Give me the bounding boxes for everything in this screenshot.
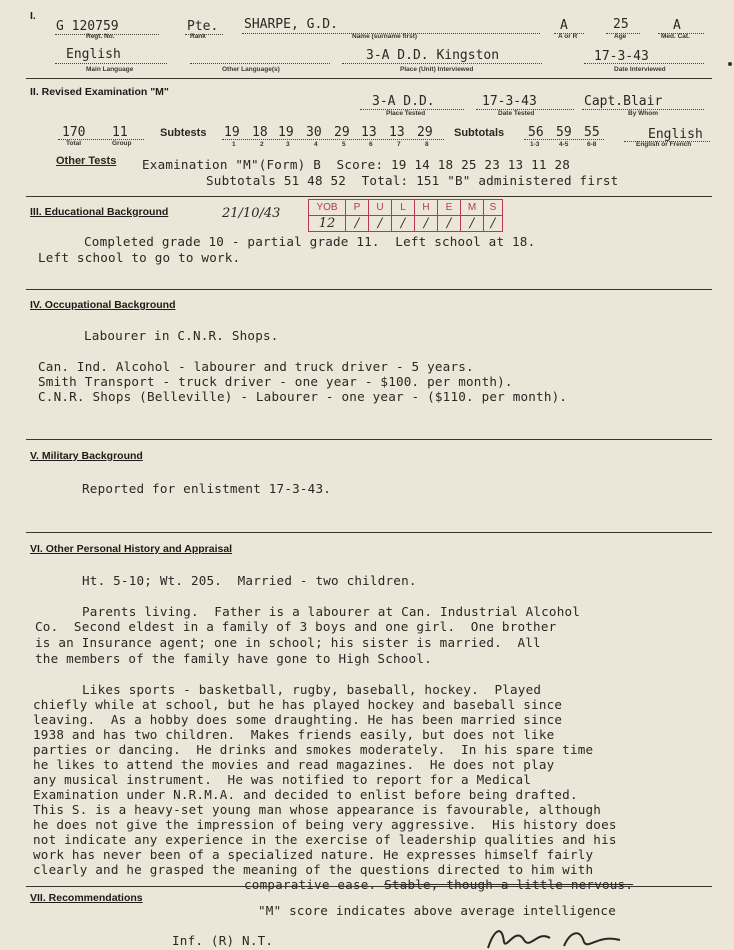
personal-para3-line-4: 1938 and has two children. Makes friends easily, but does not like: [33, 727, 555, 742]
personal-para3-line-2: chiefly while at school, but he has played hockey and baseball since: [33, 697, 563, 712]
grid-mark-p: /: [346, 216, 369, 231]
place-interviewed-value: 3-A D.D. Kingston: [366, 48, 500, 63]
personal-para3-line-12: work has never been of a specialized nature. He expresses himself fairly: [33, 847, 594, 862]
total-line: [58, 139, 144, 140]
personal-para3-line-5: parties or dancing. He drinks and smokes moderately. In his spare time: [33, 742, 594, 757]
other-tests-label: Other Tests: [56, 155, 117, 167]
personal-para2-line-3: is an Insurance agent; one in school; his sister is married. All: [35, 635, 541, 650]
age-value: 25: [613, 17, 629, 32]
personal-last-prefix: comparative ease.: [244, 877, 377, 892]
grid-header-p: P: [346, 200, 369, 215]
test-language-value: English: [648, 127, 703, 142]
group-value: 11: [112, 125, 128, 140]
subtotal-range-1: 1-3: [530, 141, 540, 148]
section-7-heading: VII. Recommendations: [30, 892, 143, 904]
grid-header-h: H: [415, 200, 438, 215]
grid-header-m: M: [461, 200, 484, 215]
date-tested-value: 17-3-43: [482, 94, 537, 109]
total-label: Total: [66, 140, 82, 147]
subtotal-range-3: 6-8: [587, 141, 597, 148]
main-language-line: [55, 63, 167, 64]
other-tests-line-2: Subtotals 51 48 52 Total: 151 "B" administered first: [206, 173, 619, 188]
personal-para3-line-13: clearly and he grasped the meaning of the questions directed to him with: [33, 862, 594, 877]
occupation-line-2: Can. Ind. Alcohol - labourer and truck driver - 5 years.: [38, 359, 474, 374]
grid-header-l: L: [392, 200, 415, 215]
subtests-label: Subtests: [160, 127, 207, 139]
grid-header-e: E: [438, 200, 461, 215]
section-3-heading: III. Educational Background: [30, 206, 169, 218]
name-label: Name (surname first): [352, 33, 418, 40]
total-value: 170: [62, 125, 86, 140]
grid-mark-yob: 12: [309, 216, 346, 231]
regt-no-label: Regt. No.: [86, 33, 115, 40]
other-language-line: [190, 63, 330, 64]
place-label: Place (Unit) Interviewed: [400, 66, 474, 73]
med-cat-label: Med. Cat.: [661, 33, 690, 40]
subtest-7: 13: [389, 125, 405, 140]
personal-last-struck: Stable, though a little nervous.: [384, 877, 634, 892]
subtotals-label: Subtotals: [454, 127, 505, 139]
test-language-label: English or French: [636, 141, 692, 148]
by-whom-label: By Whom: [628, 110, 658, 117]
personal-para2-line-1: Parents living. Father is a labourer at Can. Industrial Alcohol: [82, 604, 581, 619]
date-line: [584, 63, 704, 64]
grid-header-u: U: [369, 200, 392, 215]
grid-mark-u: /: [369, 216, 392, 231]
age-label: Age: [614, 33, 627, 40]
subtest-2: 18: [252, 125, 268, 140]
date-interviewed-value: 17-3-43: [594, 49, 649, 64]
grid-mark-row: [309, 215, 502, 231]
personal-para3-line-10: he does not give the impression of being very aggressive. His history does: [33, 817, 617, 832]
place-line: [342, 63, 542, 64]
section-divider-3: [26, 289, 712, 290]
signature-scribble: [480, 920, 650, 950]
personal-para2-line-4: the members of the family have gone to High School.: [35, 651, 432, 666]
date-tested-label: Date Tested: [498, 110, 535, 117]
education-line-1: Completed grade 10 - partial grade 11. Left school at 18.: [84, 234, 536, 249]
subtest-num-3: 3: [286, 141, 290, 148]
section-divider-5: [26, 532, 712, 533]
grid-mark-h: /: [415, 216, 438, 231]
a-or-r-value: A: [560, 18, 568, 33]
subtest-8: 29: [417, 125, 433, 140]
personal-para3-line-8: Examination under N.R.M.A. and decided to enlist before being drafted.: [33, 787, 578, 802]
section-divider-6: [26, 886, 712, 887]
military-line-1: Reported for enlistment 17-3-43.: [82, 481, 332, 496]
section-1-roman: I.: [30, 10, 36, 22]
regt-no-value: G 120759: [56, 19, 119, 34]
subtotal-1: 56: [528, 125, 544, 140]
main-language-value: English: [66, 47, 121, 62]
section-6-heading: VI. Other Personal History and Appraisal: [30, 543, 233, 555]
by-whom-value: Capt.Blair: [584, 94, 663, 109]
subtest-num-5: 5: [342, 141, 346, 148]
occupation-line-3: Smith Transport - truck driver - one year - $100. per month).: [38, 374, 513, 389]
grid-mark-e: /: [438, 216, 461, 231]
section-divider-2: [26, 196, 712, 197]
section-2-heading: II. Revised Examination "M": [30, 86, 169, 98]
subtest-num-7: 7: [397, 141, 401, 148]
place-tested-label: Place Tested: [386, 110, 426, 117]
personal-last-line: [244, 877, 633, 892]
subtotal-3: 55: [584, 125, 600, 140]
recommendation-line-2: Inf. (R) N.T.: [172, 933, 274, 948]
section-divider-1: [26, 78, 712, 79]
grid-header-s: S: [489, 202, 497, 213]
subtotal-2: 59: [556, 125, 572, 140]
handwritten-date: 21/10/43: [222, 206, 281, 221]
grid-header-row: [309, 200, 502, 215]
subtest-num-4: 4: [314, 141, 318, 148]
group-label: Group: [112, 140, 132, 147]
name-value: SHARPE, G.D.: [244, 17, 338, 32]
subtest-num-2: 2: [260, 141, 264, 148]
personal-para3-line-7: any musical instrument. He was notified to report for a Medical: [33, 772, 532, 787]
personal-para3-line-11: not indicate any experience in the exercise of leadership qualities and his: [33, 832, 617, 847]
subtest-num-6: 6: [369, 141, 373, 148]
personal-para3-line-6: he likes to attend the movies and read magazines. He does not play: [33, 757, 555, 772]
a-or-r-label: A or R: [558, 33, 578, 40]
personal-para3-line-9: This S. is a heavy-set young man whose appearance is favourable, although: [33, 802, 602, 817]
personal-line-1: Ht. 5-10; Wt. 205. Married - two children.: [82, 573, 417, 588]
section-4-heading: IV. Occupational Background: [30, 299, 176, 311]
personal-para2-line-2: Co. Second eldest in a family of 3 boys and one girl. One brother: [35, 619, 557, 634]
subtest-6: 13: [361, 125, 377, 140]
rank-label: Rank: [190, 33, 206, 40]
main-language-label: Main Language: [86, 66, 134, 73]
grid-mark-s: /: [490, 216, 496, 231]
education-code-grid: [308, 199, 503, 232]
subtest-5: 29: [334, 125, 350, 140]
personal-para3-line-1: Likes sports - basketball, rugby, baseball, hockey. Played: [82, 682, 542, 697]
subtest-4: 30: [306, 125, 322, 140]
occupation-line-1: Labourer in C.N.R. Shops.: [84, 328, 279, 343]
section-5-heading: V. Military Background: [30, 450, 143, 462]
med-cat-value: A: [673, 18, 681, 33]
education-line-2: Left school to go to work.: [38, 250, 241, 265]
subtest-num-1: 1: [232, 141, 236, 148]
punch-mark: [728, 62, 732, 66]
grid-header-yob: YOB: [309, 200, 346, 215]
grid-mark-m: /: [461, 216, 484, 231]
subtotal-range-2: 4-5: [559, 141, 569, 148]
subtest-num-8: 8: [425, 141, 429, 148]
grid-mark-l: /: [392, 216, 415, 231]
recommendation-line-1: "M" score indicates above average intelligence: [258, 903, 616, 918]
other-tests-line-1: Examination "M"(Form) B Score: 19 14 18 25 23 13 11 28: [142, 157, 571, 172]
rank-value: Pte.: [187, 19, 219, 34]
occupation-line-4: C.N.R. Shops (Belleville) - Labourer - one year - ($110. per month).: [38, 389, 568, 404]
subtest-3: 19: [278, 125, 294, 140]
place-tested-value: 3-A D.D.: [372, 94, 435, 109]
personal-para3-line-3: leaving. As a hobby does some draughting. He has been married since: [33, 712, 563, 727]
section-divider-4: [26, 439, 712, 440]
other-language-label: Other Language(s): [222, 66, 280, 73]
date-label: Date Interviewed: [614, 66, 666, 73]
subtest-1: 19: [224, 125, 240, 140]
